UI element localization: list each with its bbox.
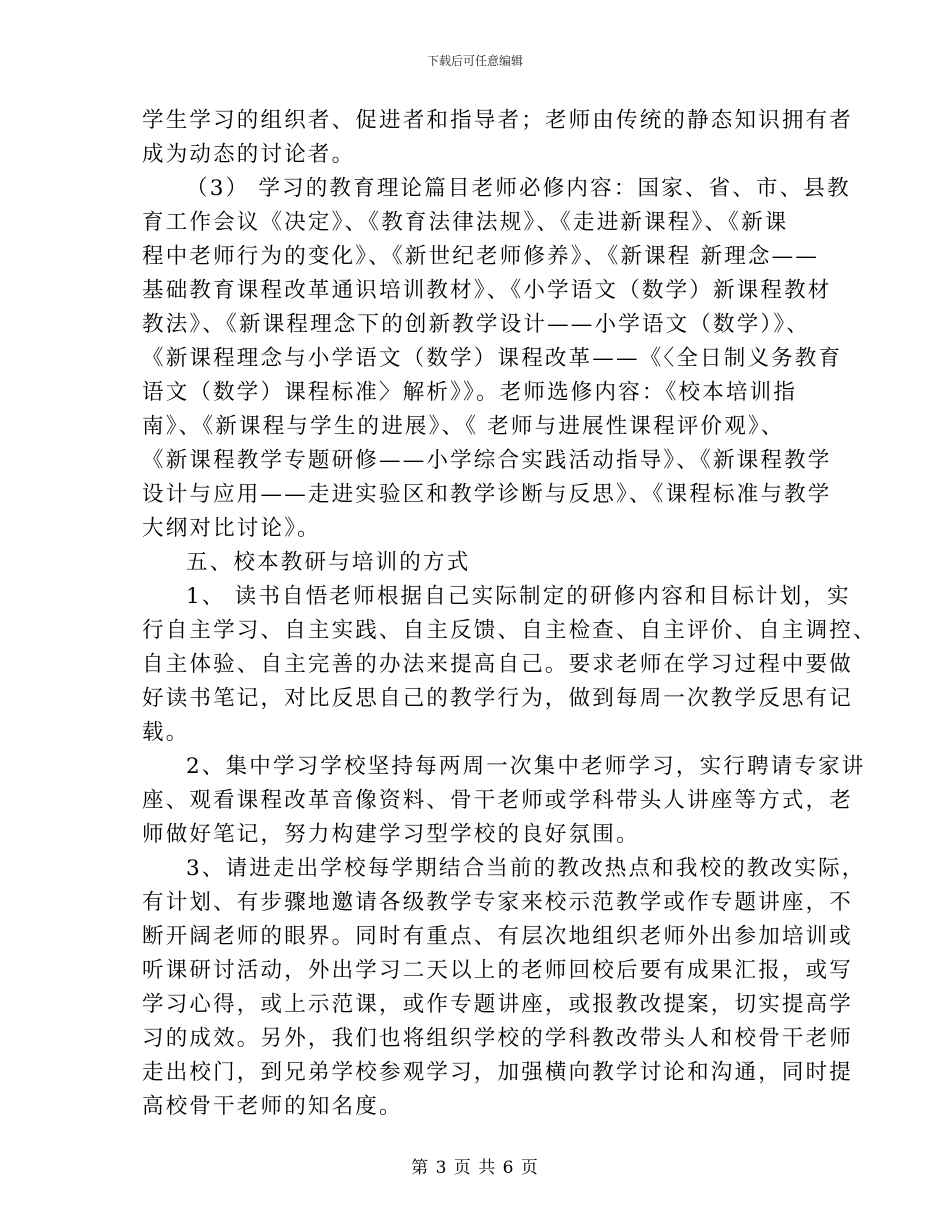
text-line: 1、 读书自悟老师根据自己实际制定的研修内容和目标计划，实 [186,584,851,609]
text-line: 高校骨干老师的知名度。 [142,1094,403,1119]
text-line: 习的成效。另外，我们也将组织学校的学科教改带头人和校骨干老师 [142,1026,854,1051]
text-line: 教法》、《新课程理念下的创新教学设计——小学语文（数学）》、 [142,312,811,337]
text-line: 载。 [142,720,190,745]
text-line: 断开阔老师的眼界。同时有重点、有层次地组织老师外出参加培训或 [142,924,854,949]
text-line: 走出校门，到兄弟学校参观学习，加强横向教学讨论和沟通，同时提 [142,1060,854,1085]
text-line: 大纲对比讨论》。 [142,516,321,541]
text-line: 座、观看课程改革音像资料、骨干老师或学科带头人讲座等方式，老 [142,788,854,813]
text-line: 程中老师行为的变化》、《新世纪老师修养》、《新课程 新理念—— [142,244,820,269]
text-line: 3、请进走出学校每学期结合当前的教改热点和我校的教改实际， [186,856,866,881]
text-line: 有计划、有步骤地邀请各级教学专家来校示范教学或作专题讲座，不 [142,890,854,915]
text-line: 好读书笔记，对比反思自己的教学行为，做到每周一次教学反思有记 [142,686,854,711]
text-line: 《新课程理念与小学语文（数学）课程改革——《〈全日制义务教育 [142,346,843,371]
page-number-footer: 第 3 页 共 6 页 [411,1158,539,1178]
text-line: 学习心得，或上示范课，或作专题讲座，或报教改提案，切实提高学 [142,992,854,1017]
text-line: 学生学习的组织者、促进者和指导者；老师由传统的静态知识拥有者 [142,108,854,133]
paragraph-self-study [142,580,877,750]
paragraph-invite-and-visit [142,852,866,1124]
text-line: 南》、《新课程与学生的进展》、《 老师与进展性课程评价观》、 [142,414,785,439]
section-heading [142,546,812,580]
text-line: 设计与应用——走进实验区和教学诊断与反思》、《课程标准与教学 [142,482,832,507]
text-line: 师做好笔记，努力构建学习型学校的良好氛围。 [142,822,640,847]
page-header: 下载后可任意编辑 [426,54,523,68]
text-line: 育工作会议《决定》、《教育法律法规》、《走进新课程》、《新课 [142,210,789,235]
paragraph-theory-readings [142,172,851,546]
text-line: 听课研讨活动，外出学习二天以上的老师回校后要有成果汇报，或写 [142,958,854,983]
text-line: 语文（数学）课程标准〉解析》》。老师选修内容：《校本培训指 [142,380,798,405]
text-line: 基础教育课程改革通识培训教材》、《小学语文（数学）新课程教材 [142,278,832,303]
text-line: 行自主学习、自主实践、自主反馈、自主检查、自主评价、自主调控、 [142,618,877,643]
text-line: 《新课程教学专题研修——小学综合实践活动指导》、《新课程教学 [142,448,832,473]
paragraph-role-description [142,104,854,172]
text-line: 2、集中学习学校坚持每两周一次集中老师学习，实行聘请专家讲 [186,754,866,779]
paragraph-group-study [142,750,866,852]
document-body [142,104,877,1124]
text-line: （3） 学习的教育理论篇目老师必修内容：国家、省、市、县教 [186,176,851,201]
text-line: 成为动态的讨论者。 [142,142,356,167]
section-title: 五、校本教研与培训的方式 [186,550,471,575]
text-line: 自主体验、自主完善的办法来提高自己。要求老师在学习过程中要做 [142,652,854,677]
